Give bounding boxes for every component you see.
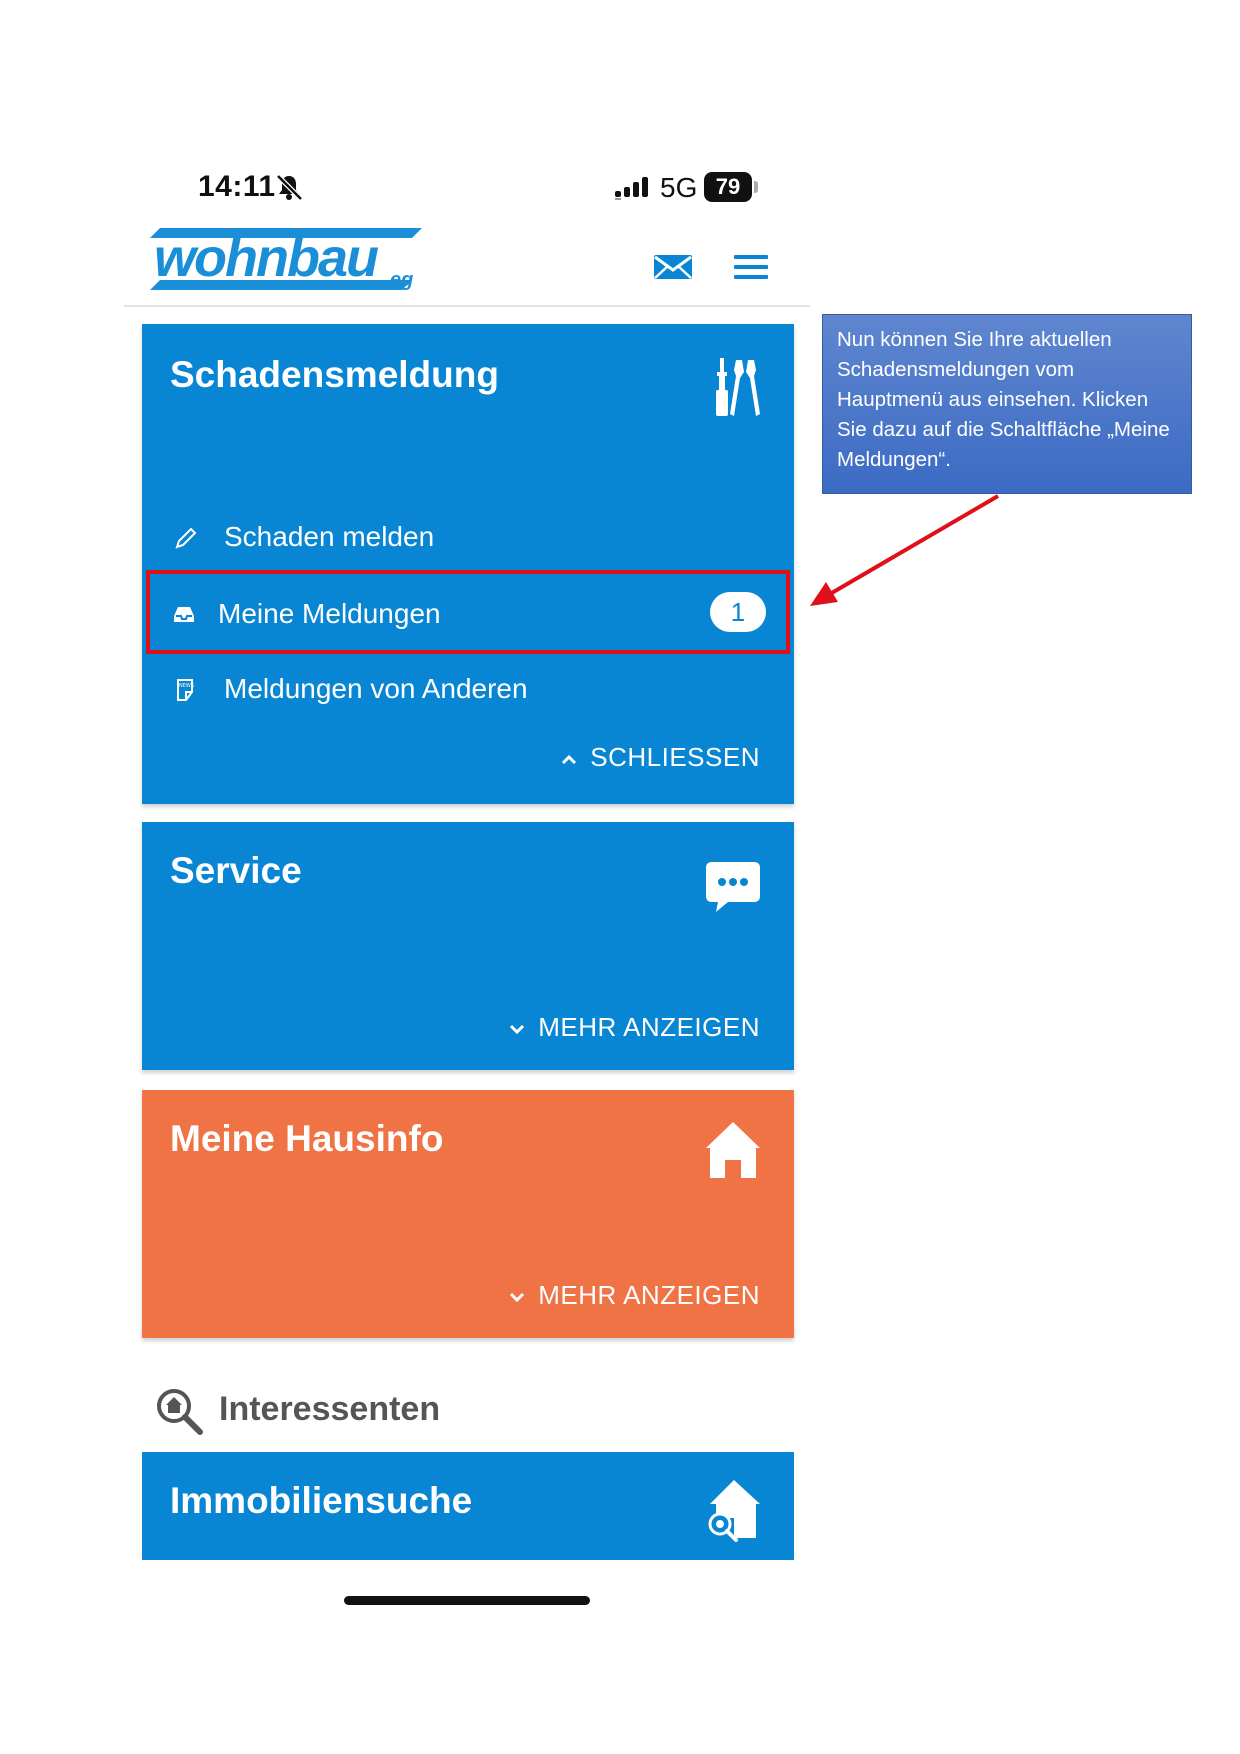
toggle-label: MEHR ANZEIGEN — [538, 1280, 760, 1310]
card-title: Schadensmeldung — [170, 354, 499, 395]
row-label: Schaden melden — [224, 521, 435, 552]
annotation-arrow — [800, 490, 1010, 610]
mail-icon[interactable] — [652, 252, 694, 282]
collapse-toggle[interactable] — [560, 742, 760, 773]
inbox-icon — [172, 602, 196, 626]
bell-muted-icon — [274, 172, 304, 202]
row-meldungen-von-anderen[interactable] — [152, 656, 784, 724]
svg-text:NEWS: NEWS — [179, 683, 195, 689]
card-title: Meine Hausinfo — [170, 1118, 444, 1159]
annotation-callout: Nun können Sie Ihre aktuellen Schadensmeldungen vom Hauptmenü aus einsehen. Klicken Sie dazu auf die Schaltfläche „Meine Meldungen“. — [822, 314, 1192, 494]
expand-toggle[interactable] — [508, 1280, 760, 1311]
network-label: 5G — [660, 172, 698, 203]
toggle-label: SCHLIESSEN — [590, 742, 760, 772]
menu-icon[interactable] — [734, 252, 768, 282]
wohnbau-logo[interactable] — [150, 222, 422, 294]
header-divider — [124, 305, 810, 307]
chevron-up-icon — [560, 753, 578, 765]
tools-icon — [714, 358, 760, 418]
house-icon — [706, 1120, 760, 1180]
card-schadensmeldung — [142, 324, 794, 804]
house-search-icon — [154, 1386, 204, 1436]
section-heading-interessenten: Interessenten — [219, 1390, 441, 1428]
row-label: Meine Meldungen — [218, 598, 441, 629]
expand-toggle[interactable] — [508, 1012, 760, 1043]
pencil-icon — [174, 526, 198, 550]
card-hausinfo[interactable] — [142, 1090, 794, 1338]
card-immobiliensuche[interactable] — [142, 1452, 794, 1560]
house-search-icon — [704, 1478, 760, 1544]
card-service[interactable] — [142, 822, 794, 1070]
toggle-label: MEHR ANZEIGEN — [538, 1012, 760, 1042]
card-title: Immobiliensuche — [170, 1480, 473, 1521]
svg-text:eg: eg — [390, 269, 414, 291]
chevron-down-icon — [508, 1023, 526, 1035]
battery-indicator: 79 — [704, 172, 752, 202]
card-title: Service — [170, 850, 302, 891]
row-label: Meldungen von Anderen — [224, 673, 528, 704]
news-icon — [174, 678, 198, 702]
home-indicator — [344, 1596, 590, 1605]
status-time: 14:11 — [198, 170, 276, 203]
signal-icon — [615, 176, 651, 200]
svg-text:wohnbau: wohnbau — [154, 228, 377, 288]
chevron-down-icon — [508, 1291, 526, 1303]
row-schaden-melden[interactable] — [152, 504, 784, 572]
row-meine-meldungen[interactable] — [146, 570, 790, 654]
chat-icon — [706, 862, 760, 914]
count-badge: 1 — [710, 592, 766, 632]
